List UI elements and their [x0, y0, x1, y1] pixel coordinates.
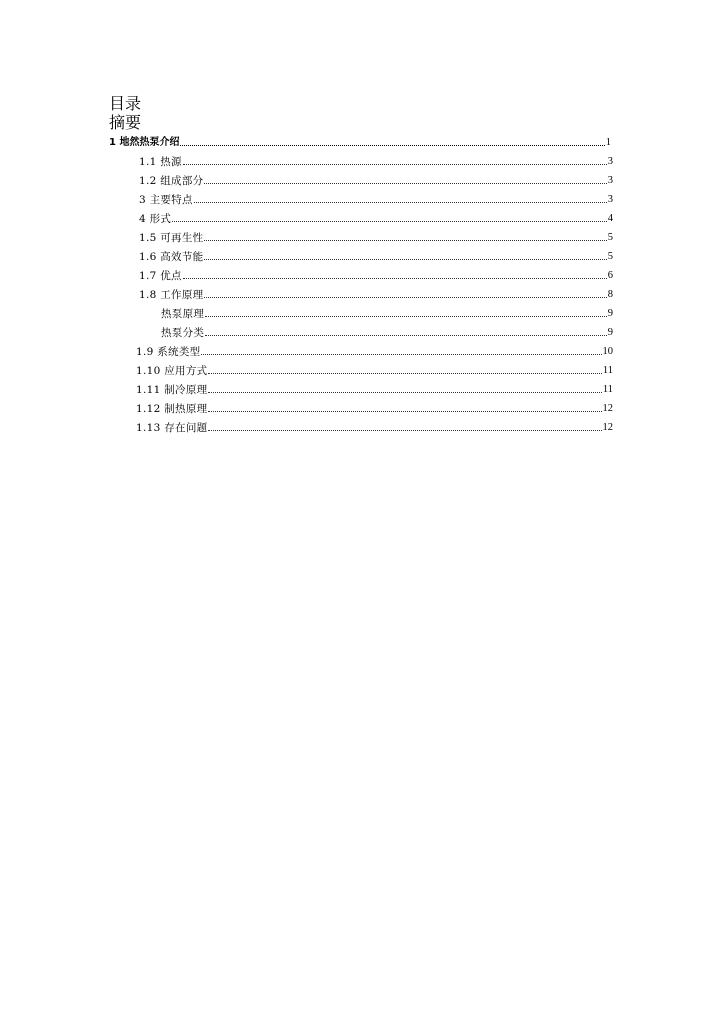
toc-page-number: 3	[607, 156, 613, 167]
toc-entry[interactable]	[136, 401, 613, 415]
toc-entry-label: 1.7 优点	[139, 270, 182, 282]
toc-leader-dots	[183, 164, 607, 165]
toc-page-number: 9	[607, 327, 613, 338]
toc-leader-dots	[180, 145, 604, 146]
contents-heading: 目录	[109, 94, 142, 113]
toc-entry-label: 1.10 应用方式	[136, 365, 208, 377]
toc-leader-dots	[208, 392, 601, 393]
toc-entry[interactable]	[139, 173, 613, 187]
toc-page-number: 1	[605, 137, 611, 148]
toc-entry[interactable]	[136, 344, 613, 358]
toc-entry[interactable]	[139, 287, 613, 301]
toc-leader-dots	[201, 354, 601, 355]
toc-entry[interactable]	[139, 154, 613, 168]
toc-leader-dots	[194, 202, 607, 203]
toc-entry[interactable]	[136, 420, 613, 434]
toc-leader-dots	[204, 259, 606, 260]
toc-entry-label: 1.5 可再生性	[139, 232, 204, 244]
toc-entry-label: 1.9 系统类型	[136, 346, 201, 358]
toc-leader-dots	[183, 278, 607, 279]
toc-page-number: 4	[607, 213, 613, 224]
toc-leader-dots	[204, 297, 606, 298]
toc-leader-dots	[208, 411, 601, 412]
toc-leader-dots	[172, 221, 607, 222]
toc-entry-sub[interactable]	[161, 325, 613, 339]
toc-entry-label: 1.8 工作原理	[139, 289, 204, 301]
toc-page-number: 10	[602, 346, 613, 357]
toc-entry-sub[interactable]	[161, 306, 613, 320]
toc-page-number: 3	[607, 175, 613, 186]
toc-page-number: 8	[607, 289, 613, 300]
toc-entry-label: 1.12 制热原理	[136, 403, 208, 415]
toc-entry-label: 1.1 热源	[139, 156, 182, 168]
toc-page-number: 3	[607, 194, 613, 205]
toc-entry-chapter-1[interactable]	[109, 135, 611, 149]
toc-page-number: 5	[607, 232, 613, 243]
toc-leader-dots	[208, 373, 601, 374]
toc-entry[interactable]	[139, 268, 613, 282]
toc-entry-label: 1.11 制冷原理	[136, 384, 208, 396]
toc-entry[interactable]	[139, 192, 613, 206]
toc-entry-label: 1 地然热泵介绍	[109, 137, 180, 148]
toc-leader-dots	[204, 240, 606, 241]
toc-entry[interactable]	[136, 363, 613, 377]
toc-entry-label: 4 形式	[139, 213, 172, 225]
toc-entry[interactable]	[139, 249, 613, 263]
toc-entry-label: 3 主要特点	[139, 194, 193, 206]
toc-leader-dots	[208, 430, 601, 431]
toc-entry-label: 1.6 高效节能	[139, 251, 204, 263]
toc-leader-dots	[204, 183, 606, 184]
toc-entry-label: 热泵分类	[161, 327, 205, 339]
toc-entry[interactable]	[136, 382, 613, 396]
toc-page-number: 11	[602, 365, 613, 376]
toc-entry[interactable]	[139, 211, 613, 225]
toc-page-number: 5	[607, 251, 613, 262]
toc-page-number: 12	[602, 422, 613, 433]
toc-page-number: 9	[607, 308, 613, 319]
toc-leader-dots	[205, 335, 607, 336]
toc-entry[interactable]	[139, 230, 613, 244]
toc-entry-label: 1.2 组成部分	[139, 175, 204, 187]
toc-entry-label: 热泵原理	[161, 308, 205, 320]
toc-leader-dots	[205, 316, 607, 317]
toc-page-number: 6	[607, 270, 613, 281]
toc-page-number: 12	[602, 403, 613, 414]
toc-page-number: 11	[602, 384, 613, 395]
abstract-heading: 摘要	[109, 113, 142, 132]
toc-entry-label: 1.13 存在问题	[136, 422, 208, 434]
